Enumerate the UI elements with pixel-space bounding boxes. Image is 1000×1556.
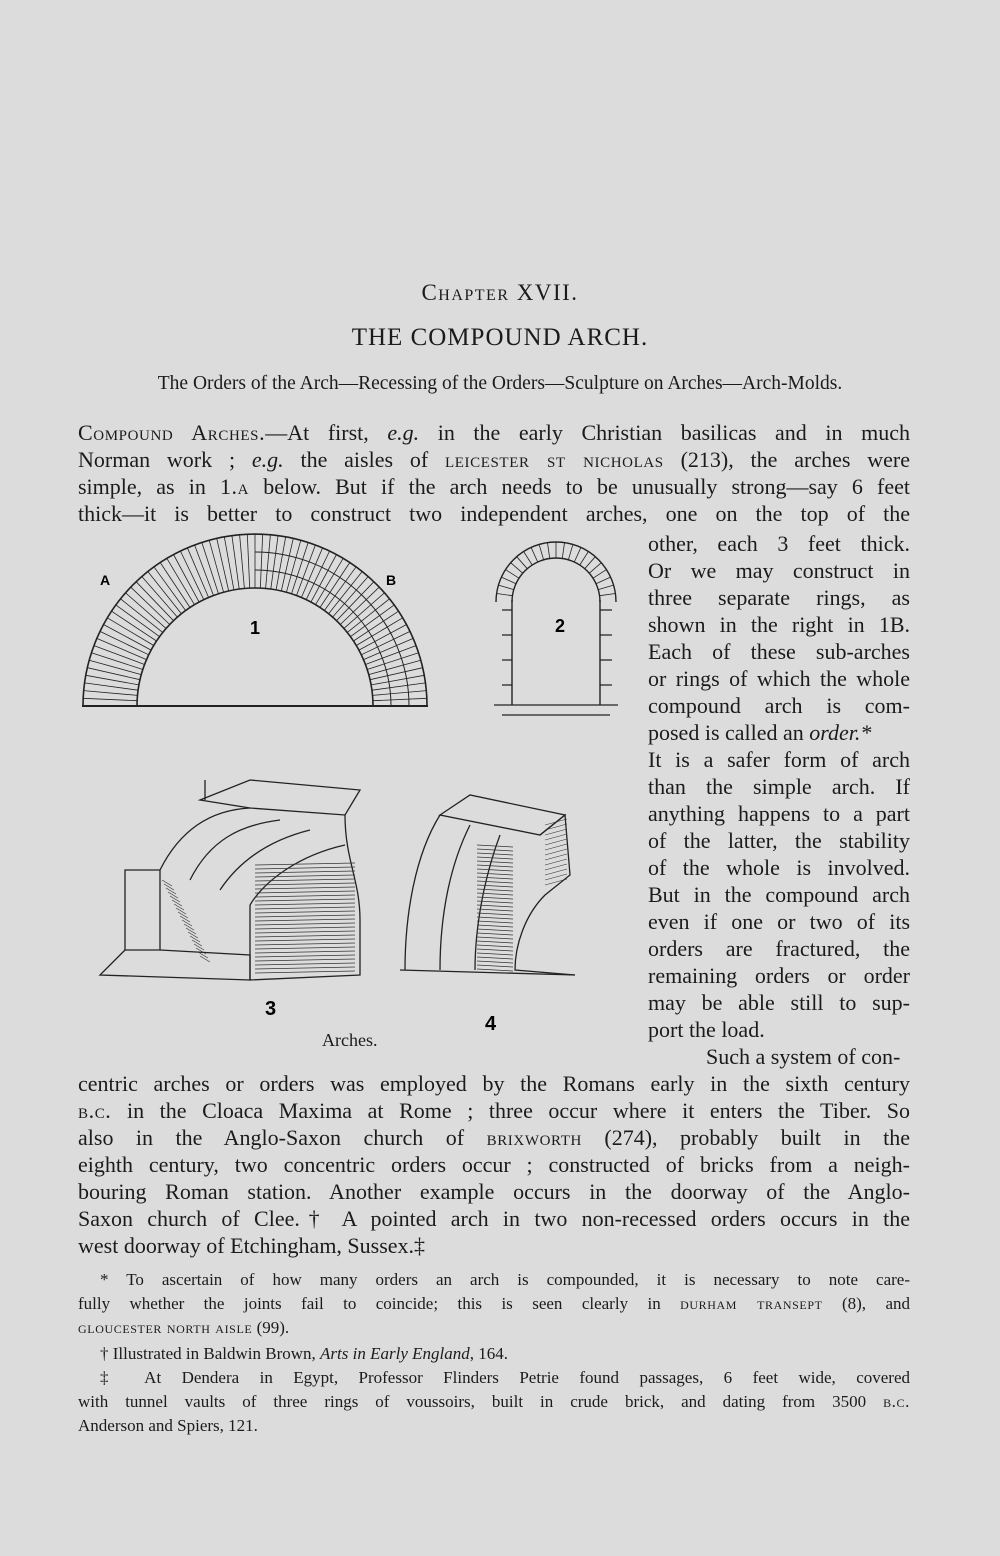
text-run: simple, as in — [78, 474, 220, 499]
column-line: Or we may construct in — [648, 558, 910, 583]
text-run: (213), the arches were — [663, 447, 910, 472]
body-line: bouring Roman station. Another example occurs in the doorway of the Anglo- — [78, 1179, 910, 1204]
text-run: fully whether the joints fail to coincide; this is seen clearly in — [78, 1294, 681, 1313]
italic-term: order.* — [809, 720, 872, 745]
text-run: (99). — [252, 1318, 290, 1337]
chapter-summary: The Orders of the Arch—Recessing of the Orders—Sculpture on Arches—Arch-Molds. — [157, 373, 843, 394]
text-run: (8), and — [822, 1294, 911, 1313]
text-run: with tunnel vaults of three rings of voussoirs, built in crude brick, and dating from 3500 — [78, 1392, 884, 1411]
body-line — [78, 420, 910, 446]
figure-number-4: 4 — [485, 1013, 497, 1035]
column-line: orders are fractured, the — [648, 936, 910, 961]
column-line: But in the compound arch — [648, 882, 910, 907]
era-abbrev: b.c. — [78, 1098, 112, 1123]
column-line: other, each 3 feet thick. — [648, 531, 910, 556]
body-line: Saxon church of Clee.† A pointed arch in two non-recessed orders occurs in the — [78, 1206, 910, 1231]
text-run: in the early Christian basilicas and in much — [419, 420, 910, 445]
chapter-title: THE COMPOUND ARCH. — [351, 324, 649, 351]
figure-ref: 1.a — [219, 474, 250, 499]
figure-number-2: 2 — [555, 616, 566, 636]
book-title: Arts in Early England — [320, 1344, 470, 1363]
run-in-heading: Compound Arches. — [78, 420, 266, 445]
column-line: of the latter, the stability — [648, 828, 910, 853]
figure-number-3: 3 — [265, 998, 277, 1020]
column-line: or rings of which the whole — [648, 666, 910, 691]
label-a: A — [100, 572, 111, 588]
italic-run: e.g. — [251, 447, 284, 472]
body-line — [78, 474, 910, 500]
label-b: B — [386, 572, 397, 588]
italic-run: e.g. — [387, 420, 420, 445]
column-line: may be able still to sup- — [648, 990, 910, 1015]
column-line — [648, 720, 910, 746]
footnote-line: * To ascertain of how many orders an arch is compounded, it is necessary to note care- — [100, 1270, 910, 1289]
place-name: gloucester north aisle — [78, 1318, 253, 1337]
column-line: port the load. — [648, 1017, 765, 1042]
body-line: centric arches or orders was employed by the Romans early in the sixth century — [78, 1071, 910, 1096]
place-name: brixworth — [486, 1125, 582, 1150]
text-run: Norman work ; — [78, 447, 252, 472]
column-line: compound arch is com- — [648, 693, 910, 718]
text-run: in the Cloaca Maxima at Rome ; three occur where it enters the Tiber. So — [127, 1098, 911, 1123]
column-line: It is a safer form of arch — [648, 747, 910, 772]
text-run: the aisles of — [283, 447, 445, 472]
column-line: anything happens to a part — [648, 801, 910, 826]
text-run: also in the Anglo-Saxon church of — [78, 1125, 487, 1150]
footnote-line — [78, 1392, 910, 1412]
column-line: Each of these sub-arches — [648, 639, 910, 664]
column-line: three separate rings, as — [648, 585, 910, 610]
body-line: eighth century, two concentric orders occur ; constructed of bricks from a neigh- — [78, 1152, 910, 1177]
figure-3-recessed-orders — [100, 770, 380, 1020]
text-run: posed is called an — [648, 720, 810, 745]
text-run: , 164. — [469, 1344, 508, 1363]
footnote-line: ‡ At Dendera in Egypt, Professor Flinders Petrie found passages, 6 feet wide, covered — [100, 1368, 910, 1387]
chapter-heading: Chapter XVII. — [421, 280, 579, 305]
column-line: even if one or two of its — [648, 909, 910, 934]
body-line — [78, 447, 910, 473]
figure-2-doorway — [492, 540, 632, 720]
column-line: of the whole is involved. — [648, 855, 910, 880]
body-line — [78, 1125, 910, 1151]
column-line: than the simple arch. If — [648, 774, 910, 799]
column-line: remaining orders or order — [648, 963, 910, 988]
figure-number-1: 1 — [250, 618, 261, 638]
text-run: (274), probably built in the — [581, 1125, 910, 1150]
footnote-line: Anderson and Spiers, 121. — [78, 1416, 258, 1435]
place-name: leicester st nicholas — [445, 447, 664, 472]
place-name: durham transept — [680, 1294, 823, 1313]
figure-caption: Arches. — [322, 1030, 378, 1050]
body-line: west doorway of Etchingham, Sussex.‡ — [78, 1233, 426, 1258]
body-line — [78, 1098, 910, 1124]
text-run: below. But if the arch needs to be unusually strong—say 6 feet — [249, 474, 910, 499]
body-line: thick—it is better to construct two independent arches, one on the top of the — [78, 501, 910, 526]
column-line: Such a system of con- — [706, 1044, 901, 1069]
text-run: † Illustrated in Baldwin Brown, — [100, 1344, 321, 1363]
text-run: —At first, — [265, 420, 388, 445]
footnote-line — [100, 1344, 508, 1364]
era-abbrev: b.c. — [883, 1392, 910, 1411]
footnote-line — [78, 1318, 289, 1338]
column-line: shown in the right in 1B. — [648, 612, 910, 637]
footnote-line — [78, 1294, 910, 1314]
figure-4-non-recessed-orders — [395, 785, 595, 1035]
figure-1-semicircular-arch — [80, 530, 430, 710]
